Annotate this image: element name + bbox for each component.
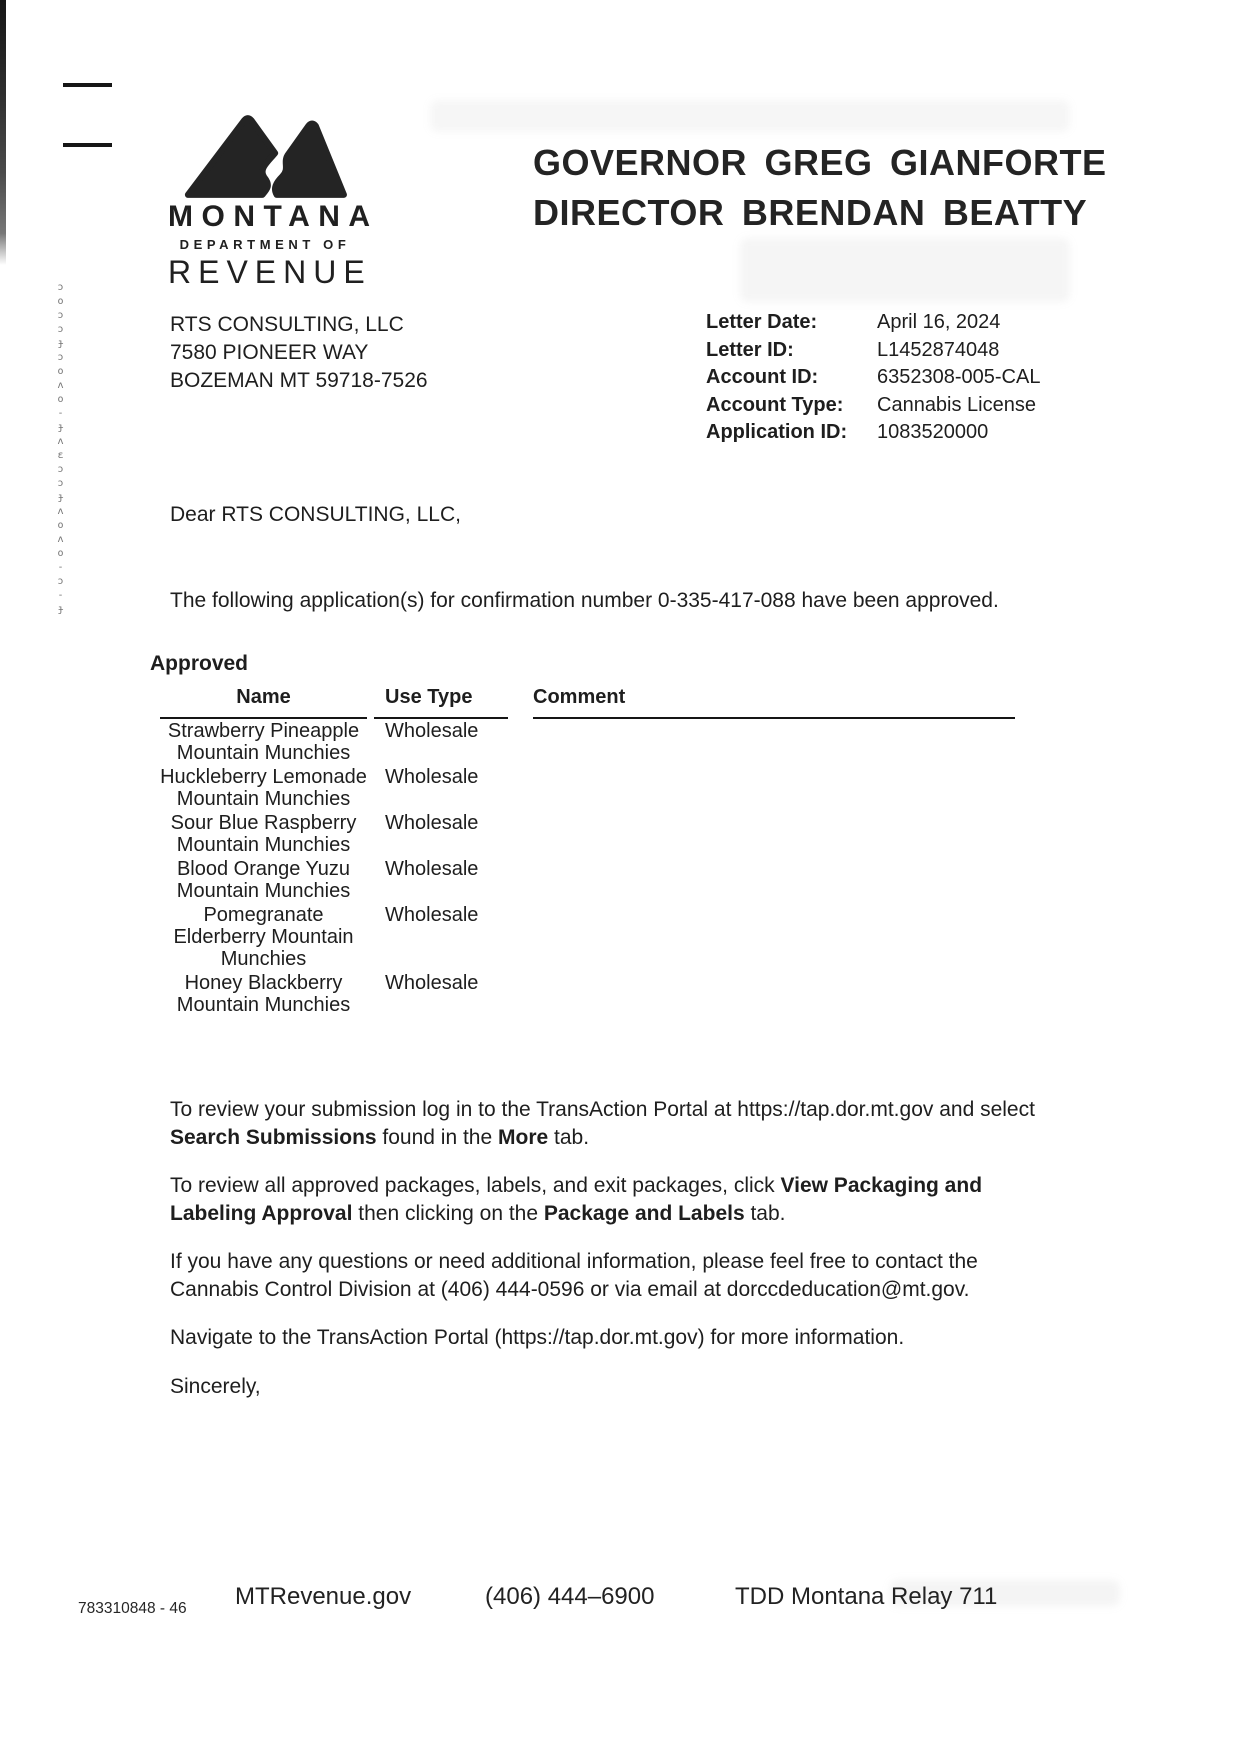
- column-header-use-type: Use Type: [385, 686, 473, 708]
- meta-label: Account ID:: [706, 366, 819, 389]
- product-name: Blood Orange Yuzu Mountain Munchies: [176, 858, 351, 902]
- text-segment: To review your submission log in to the TransAction Portal at https://tap.dor.mt.gov and select: [170, 1098, 1035, 1121]
- scan-bleedthrough-artifact: [740, 238, 1070, 302]
- scan-bleedthrough-artifact: [430, 100, 1070, 132]
- meta-value: April 16, 2024: [877, 311, 1001, 333]
- letter-body: [170, 1096, 1050, 1400]
- director-line: DIRECTOR BRENDAN BEATTY: [533, 192, 1088, 233]
- recipient-city: BOZEMAN MT 59718-7526: [170, 369, 428, 392]
- logo-montana-text: MONTANA: [168, 200, 379, 233]
- scan-edge-text: ɔoɔɔɟɔoʌo-ɟʌɛɔɔɟʌoʌo-ɔ-ɟ: [55, 282, 66, 618]
- paragraph-review-packages: [170, 1172, 1050, 1227]
- table-row: [160, 858, 1020, 902]
- meta-row-letter-id: [706, 337, 1040, 365]
- intro-sentence: The following application(s) for confirmation number 0-335-417-088 have been approved.: [170, 589, 999, 612]
- meta-label: Letter Date:: [706, 311, 818, 333]
- meta-value: L1452874048: [877, 338, 1000, 361]
- comment: [533, 972, 1020, 1016]
- logo-revenue-text: REVENUE: [168, 254, 372, 290]
- paragraph-review-submission: [170, 1096, 1050, 1151]
- table-row: [160, 720, 1020, 764]
- comment: [533, 858, 1020, 902]
- table-row: [160, 812, 1020, 856]
- mdor-logo: [168, 106, 379, 291]
- meta-value: 1083520000: [877, 421, 989, 444]
- approved-table-header: [160, 686, 1020, 709]
- meta-value: 6352308-005-CAL: [877, 366, 1041, 389]
- use-type: Wholesale: [385, 904, 479, 926]
- paragraph-questions: [170, 1248, 1050, 1303]
- salutation: Dear RTS CONSULTING, LLC,: [170, 503, 461, 526]
- product-name: Strawberry Pineapple Mountain Munchies: [167, 720, 360, 764]
- recipient-address: [170, 311, 428, 395]
- document-number: 783310848 - 46: [78, 1600, 187, 1617]
- approved-table-rows: [160, 720, 1020, 1016]
- officials-header: [533, 138, 1107, 238]
- product-name: Sour Blue Raspberry Mountain Munchies: [170, 812, 357, 856]
- table-row: [160, 904, 1020, 970]
- text-segment-bold: Search Submissions: [170, 1125, 377, 1149]
- text-segment-bold: Package and Labels: [543, 1201, 745, 1225]
- letter-meta: [706, 309, 1040, 447]
- meta-row-letter-date: [706, 309, 1040, 337]
- mountains-icon: [179, 106, 351, 202]
- text-segment: then clicking on the: [352, 1201, 544, 1225]
- recipient-street: 7580 PIONEER WAY: [170, 341, 369, 364]
- meta-row-account-id: [706, 364, 1040, 392]
- logo-department-text: DEPARTMENT OF: [179, 237, 351, 252]
- text-segment: If you have any questions or need additional information, please feel free to contact the Cannabis Control Division at (406) 444-0596 or via email at dorccdeducation@mt.gov.: [170, 1250, 978, 1301]
- meta-label: Account Type:: [706, 393, 844, 416]
- comment: [533, 904, 1020, 970]
- meta-row-account-type: [706, 392, 1040, 420]
- table-rule: [374, 717, 508, 719]
- footer-tdd-relay: TDD Montana Relay 711: [735, 1583, 998, 1610]
- table-rule: [160, 717, 367, 719]
- text-segment: tab.: [548, 1125, 590, 1149]
- paragraph-navigate: [170, 1324, 1050, 1352]
- text-segment: To review all approved packages, labels, and exit packages, click: [170, 1174, 781, 1197]
- comment: [533, 766, 1020, 810]
- table-row: [160, 972, 1020, 1016]
- approved-section-title: Approved: [150, 652, 249, 675]
- comment: [533, 812, 1020, 856]
- registration-mark: [63, 83, 112, 87]
- comment: [533, 720, 1020, 764]
- text-segment-bold: More: [498, 1125, 549, 1149]
- use-type: Wholesale: [385, 858, 479, 880]
- product-name: Honey Blackberry Mountain Munchies: [176, 972, 351, 1016]
- approved-table: [160, 686, 1020, 1018]
- meta-value: Cannabis License: [877, 393, 1036, 416]
- column-header-name: Name: [236, 686, 291, 708]
- meta-label: Letter ID:: [706, 338, 794, 361]
- recipient-name: RTS CONSULTING, LLC: [170, 313, 404, 336]
- product-name: Huckleberry Lemonade Mountain Munchies: [160, 766, 367, 810]
- use-type: Wholesale: [385, 972, 479, 994]
- scan-edge-strip: [0, 0, 6, 265]
- governor-line: GOVERNOR GREG GIANFORTE: [533, 142, 1107, 183]
- table-row: [160, 766, 1020, 810]
- text-segment: tab.: [744, 1201, 786, 1225]
- closing: Sincerely,: [170, 1374, 261, 1398]
- text-segment: found in the: [376, 1125, 499, 1149]
- use-type: Wholesale: [385, 812, 479, 834]
- meta-label: Application ID:: [706, 421, 848, 444]
- use-type: Wholesale: [385, 720, 479, 742]
- meta-row-application-id: [706, 419, 1040, 447]
- product-name: Pomegranate Elderberry Mountain Munchies: [173, 904, 354, 970]
- table-rule: [533, 717, 1015, 719]
- registration-mark: [63, 143, 112, 147]
- text-segment: Navigate to the TransAction Portal (https://tap.dor.mt.gov) for more information.: [170, 1326, 905, 1349]
- footer-phone: (406) 444–6900: [485, 1583, 655, 1610]
- use-type: Wholesale: [385, 766, 479, 788]
- column-header-comment: Comment: [533, 686, 626, 708]
- footer-website: MTRevenue.gov: [235, 1583, 412, 1610]
- text-segment-bold: View Packaging and Labeling Approval: [170, 1174, 983, 1225]
